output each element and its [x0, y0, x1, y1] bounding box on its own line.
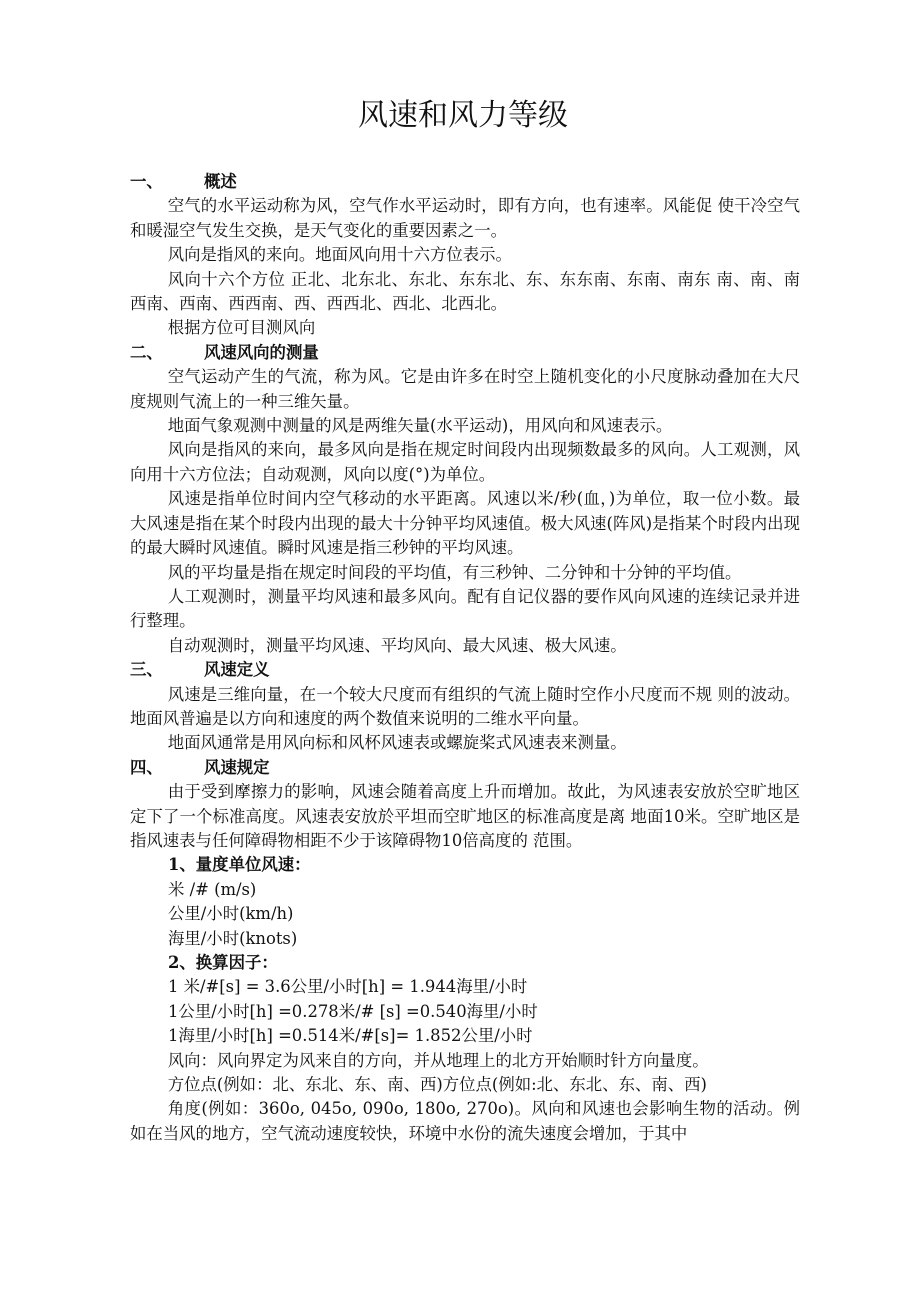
section-number: 四、 — [130, 757, 163, 777]
paragraph: 风速是指单位时间内空气移动的水平距离。风速以米/秒(血，)为单位，取一位小数。最大风速是指在某个时段内出现的最大十分钟平均风速值。极大风速(阵风)是指某个时段内出现的最大瞬时风速值。瞬时风速是指三秒钟的平均风速。 — [130, 489, 800, 558]
paragraph: 风向：风向界定为风来自的方向，并从地理上的北方开始顺时针方向量度。 — [167, 1050, 709, 1070]
section-heading — [130, 756, 800, 780]
paragraph: 地面风通常是用风向标和风杯风速表或螺旋桨式风速表来测量。 — [167, 733, 627, 753]
section-title: 风速定义 — [204, 660, 270, 680]
section-title: 概述 — [204, 172, 237, 191]
subsection-label: 2、换算因子： — [168, 953, 278, 972]
paragraph: 人工观测时，测量平均风速和最多风向。配有自记仪器的要作风向风速的连续记录并进行整理。 — [130, 586, 800, 631]
section-title: 风速风向的测量 — [204, 342, 319, 362]
paragraph: 空气的水平运动称为风，空气作水平运动时，即有方向，也有速率。风能促 使干冷空气和暖湿空气发生交换，是天气变化的重要因素之一。 — [130, 196, 800, 240]
section-number: 一、 — [130, 172, 163, 191]
document-body — [130, 170, 800, 1146]
conversion-line: 1海里/小时[h] =0.514米/#[s]= 1.852公里/小时 — [168, 1026, 533, 1046]
subsection-label: 1、量度单位风速： — [168, 855, 311, 875]
unit-line: 公里/小时(km/h) — [168, 904, 294, 924]
paragraph: 方位点(例如：北、东北、东、南、西)方位点(例如:北、东北、东、南、西) — [167, 1075, 707, 1095]
paragraph: 角度(例如：360o, 045o, 090o, 180o, 270o)。风向和风速也会影响生物的活动。例如在当风的地方，空气流动速度较快，环境中水份的流失速度会增加，于其中 — [130, 1099, 800, 1143]
conversion-line: 1 米/#[s] = 3.6公里/小时[h] = 1.944海里/小时 — [168, 977, 528, 997]
paragraph: 空气运动产生的气流，称为风。它是由许多在时空上随机变化的小尺度脉动叠加在大尺度规则气流上的一种三维矢量。 — [130, 367, 800, 411]
section-title: 风速规定 — [204, 757, 270, 777]
section-heading — [130, 341, 800, 365]
paragraph: 根据方位可目测风向 — [167, 318, 316, 338]
section-number: 二、 — [130, 342, 163, 362]
unit-line: 海里/小时(knots) — [168, 928, 298, 948]
paragraph: 自动观测时，测量平均风速、平均风向、最大风速、极大风速。 — [167, 635, 627, 655]
unit-line: 米 /# (m/s) — [168, 879, 257, 899]
conversion-line: 1公里/小时[h] =0.278米/# [s] =0.540海里/小时 — [168, 1001, 538, 1021]
paragraph: 风的平均量是指在规定时间段的平均值，有三秒钟、二分钟和十分钟的平均值。 — [167, 562, 742, 582]
paragraph: 由于受到摩擦力的影响，风速会随着高度上升而增加。故此，为风速表安放於空旷地区定下了一个标准高度。风速表安放於平坦而空旷地区的标准高度是离 地面10米。空旷地区是指风速表与任何障碍物相距不少于该障碍物10倍高度的 范围。 — [130, 782, 800, 850]
paragraph: 地面气象观测中测量的风是两维矢量(水平运动)，用风向和风速表示。 — [167, 416, 673, 436]
paragraph: 风向是指风的来向。地面风向用十六方位表示。 — [167, 245, 512, 265]
section-heading — [130, 658, 800, 682]
section-heading — [130, 170, 800, 194]
paragraph: 风向是指风的来向，最多风向是指在规定时间段内出现频数最多的风向。人工观测，风向用十六方位法；自动观测，风向以度(°)为单位。 — [130, 440, 800, 484]
section-number: 三、 — [130, 660, 163, 680]
paragraph: 风速是三维向量，在一个较大尺度而有组织的气流上随时空作小尺度而不规 则的波动。地面风普遍是以方向和速度的两个数值来说明的二维水平向量。 — [130, 684, 800, 728]
paragraph: 风向十六个方位 正北、北东北、东北、东东北、东、东东南、东南、南东 南、南、南西南、西南、西西南、西、西西北、西北、北西北。 — [130, 269, 800, 314]
page-title: 风速和风力等级 — [358, 98, 568, 133]
